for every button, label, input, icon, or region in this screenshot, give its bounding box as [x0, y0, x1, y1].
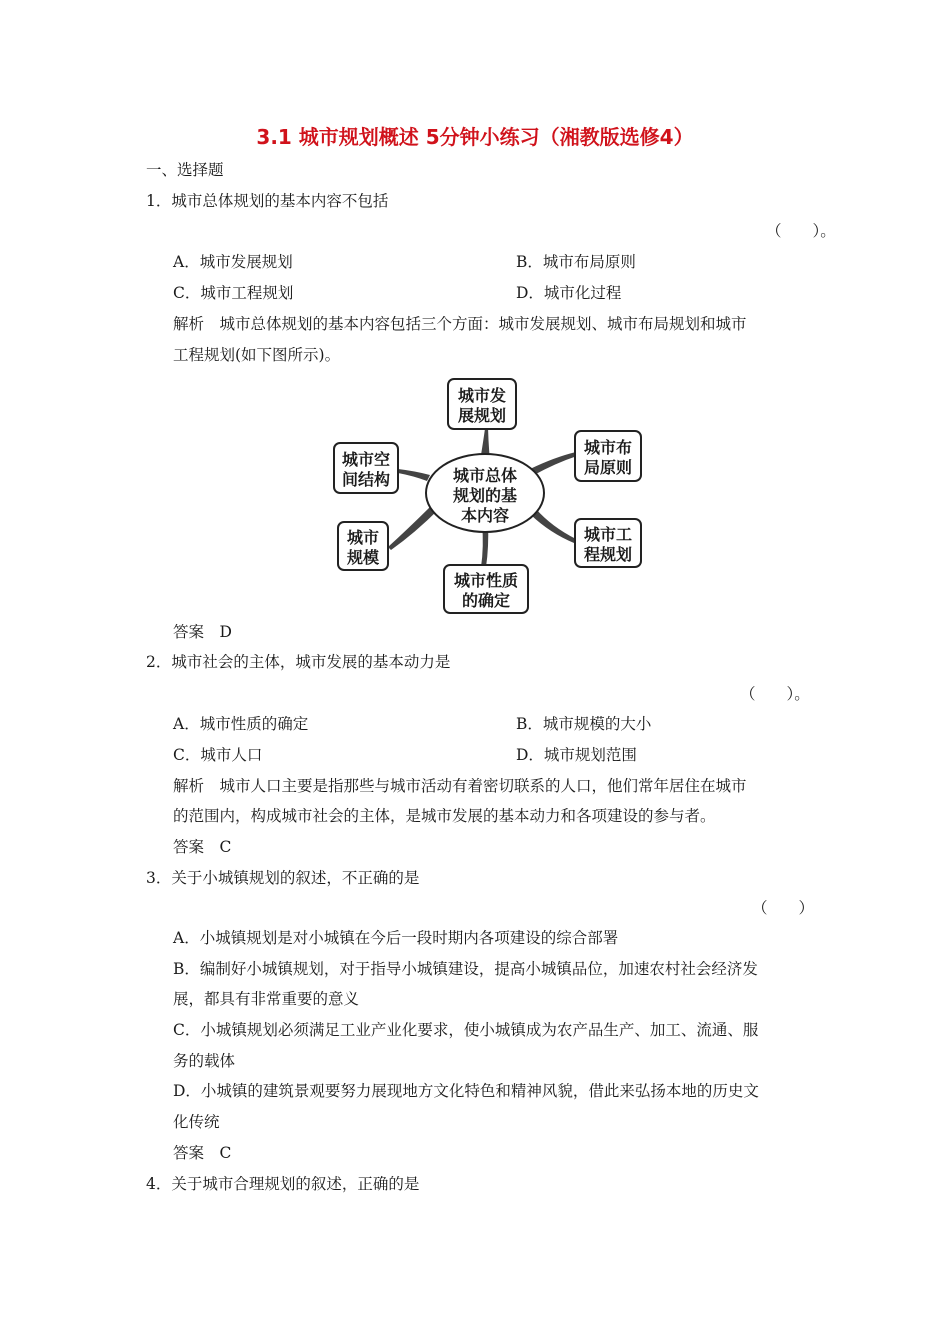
question-3-option-d-line-1: D．小城镇的建筑景观要努力展现地方文化特色和精神风貌，借此来弘扬本地的历史文: [173, 1082, 759, 1100]
center-label-2: 规划的基: [452, 486, 518, 505]
node-left-top-label-1: 城市空: [341, 450, 391, 469]
planning-content-diagram: [330, 377, 650, 617]
question-1-option-b: B．城市布局原则: [516, 253, 636, 271]
node-left-top-label-2: 间结构: [341, 470, 391, 489]
question-3-option-c-line-2: 务的载体: [173, 1052, 236, 1070]
node-top-label-1: 城市发: [457, 386, 507, 405]
question-1-analysis-line-1: 解析 城市总体规划的基本内容包括三个方面：城市发展规划、城市布局规划和城市: [173, 315, 747, 333]
question-1-answer-blank: （ ）。: [766, 222, 836, 240]
center-label-3: 本内容: [460, 506, 510, 525]
question-1-answer: 答案 D: [173, 623, 232, 641]
question-1-analysis-line-2: 工程规划(如下图所示)。: [173, 346, 341, 364]
node-left-bottom-label-2: 规模: [346, 548, 380, 567]
question-3-option-b-line-2: 展，都具有非常重要的意义: [173, 990, 360, 1008]
question-3-option-b-line-1: B．编制好小城镇规划，对于指导小城镇建设，提高小城镇品位，加速农村社会经济发: [173, 960, 758, 978]
question-1-option-a: A．城市发展规划: [173, 253, 293, 271]
question-2-analysis-line-2: 的范围内，构成城市社会的主体，是城市发展的基本动力和各项建设的参与者。: [173, 807, 716, 825]
node-right-top-label-2: 局原则: [583, 458, 633, 477]
node-right-bottom-label-2: 程规划: [583, 545, 633, 564]
question-2-option-b: B．城市规模的大小: [516, 715, 652, 733]
question-3-option-d-line-2: 化传统: [173, 1113, 220, 1131]
question-2-analysis-line-1: 解析 城市人口主要是指那些与城市活动有着密切联系的人口，他们常年居住在城市: [173, 777, 747, 795]
question-1-option-c: C．城市工程规划: [173, 284, 294, 302]
question-3-stem: 3．关于小城镇规划的叙述，不正确的是: [146, 869, 420, 887]
question-3-answer: 答案 C: [173, 1144, 232, 1162]
question-1-stem: 1．城市总体规划的基本内容不包括: [146, 192, 389, 210]
node-bottom-label-1: 城市性质: [453, 571, 519, 590]
question-3-option-a: A．小城镇规划是对小城镇在今后一段时期内各项建设的综合部署: [173, 929, 619, 947]
question-1-option-d: D．城市化过程: [516, 284, 622, 302]
node-left-bottom-label-1: 城市: [346, 528, 380, 547]
connector-right-bottom: [531, 509, 576, 543]
question-2-option-a: A．城市性质的确定: [173, 715, 309, 733]
question-3-answer-blank: （ ）: [752, 899, 815, 917]
page-title: 3.1 城市规划概述 5分钟小练习（湘教版选修4）: [256, 125, 694, 149]
question-2-stem: 2．城市社会的主体，城市发展的基本动力是: [146, 653, 451, 671]
connector-left-top: [398, 469, 430, 481]
question-2-option-d: D．城市规划范围: [516, 746, 637, 764]
node-right-bottom-label-1: 城市工: [583, 525, 633, 544]
node-bottom-label-2: 的确定: [461, 591, 511, 610]
section-heading: 一、选择题: [146, 161, 224, 179]
question-2-option-c: C．城市人口: [173, 746, 263, 764]
question-2-answer-blank: （ ）。: [740, 685, 810, 703]
question-3-option-c-line-1: C．小城镇规划必须满足工业产业化要求，使小城镇成为农产品生产、加工、流通、服: [173, 1021, 759, 1039]
center-label-1: 城市总体: [452, 466, 518, 485]
node-top-label-2: 展规划: [457, 406, 507, 425]
node-right-top-label-1: 城市布: [583, 438, 633, 457]
question-4-stem: 4．关于城市合理规划的叙述，正确的是: [146, 1175, 420, 1193]
question-2-answer: 答案 C: [173, 838, 232, 856]
connector-right-top: [530, 452, 577, 475]
